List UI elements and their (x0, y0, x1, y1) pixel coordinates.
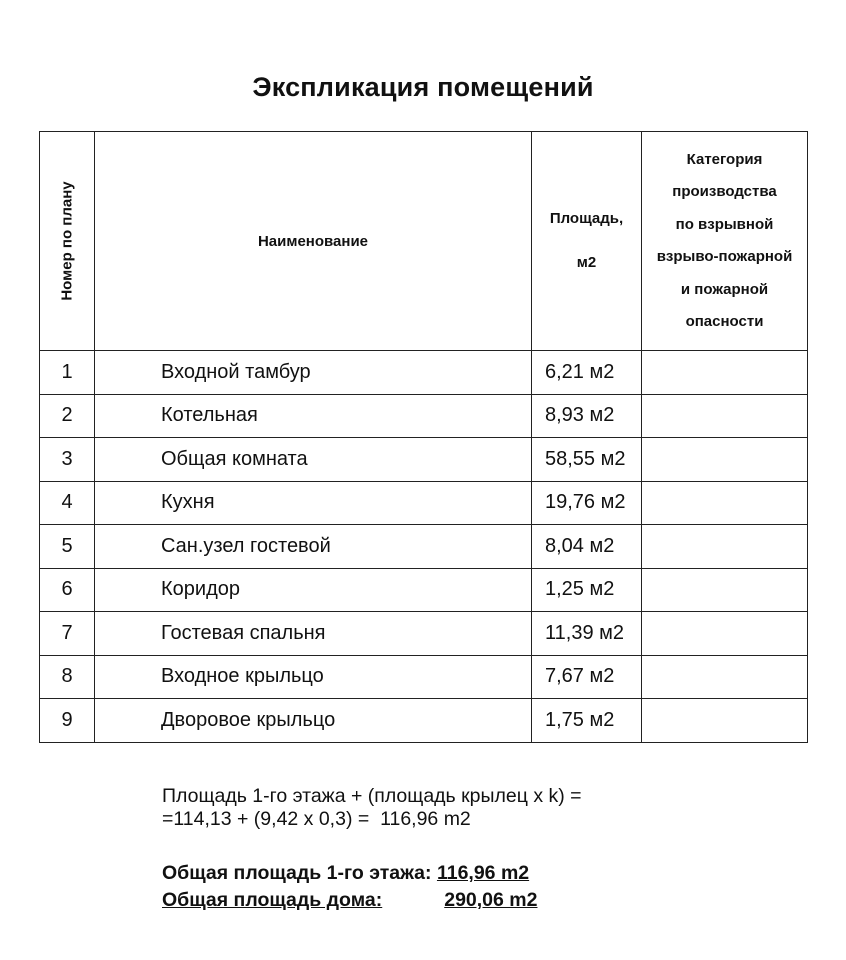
row-name: Котельная (95, 394, 532, 438)
header-name: Наименование (95, 132, 532, 351)
row-area: 6,21 м2 (532, 351, 642, 395)
row-area: 8,93 м2 (532, 394, 642, 438)
row-name: Гостевая спальня (95, 612, 532, 656)
table-row (40, 655, 808, 699)
row-number: 1 (40, 351, 95, 395)
row-area: 8,04 м2 (532, 525, 642, 569)
table-row (40, 481, 808, 525)
rooms-table (39, 131, 808, 743)
row-category (642, 438, 808, 482)
table-row (40, 568, 808, 612)
row-name: Кухня (95, 481, 532, 525)
row-name: Дворовое крыльцо (95, 699, 532, 743)
row-name: Общая комната (95, 438, 532, 482)
row-area: 1,25 м2 (532, 568, 642, 612)
header-category-line: и пожарной (680, 280, 769, 298)
formula-line2: =114,13 + (9,42 х 0,3) = 116,96 m2 (162, 808, 471, 830)
header-category (642, 132, 808, 351)
row-area: 58,55 м2 (532, 438, 642, 482)
table-row (40, 351, 808, 395)
row-area: 19,76 м2 (532, 481, 642, 525)
row-category (642, 568, 808, 612)
header-area (532, 132, 642, 351)
row-area: 7,67 м2 (532, 655, 642, 699)
header-category-line: Категория (686, 150, 763, 168)
area-totals (162, 860, 537, 914)
row-area: 1,75 м2 (532, 699, 642, 743)
row-category (642, 394, 808, 438)
row-number: 3 (40, 438, 95, 482)
table-row (40, 612, 808, 656)
formula-line1: Площадь 1-го этажа + (площадь крылец х k) = (162, 785, 582, 807)
row-number: 9 (40, 699, 95, 743)
row-number: 4 (40, 481, 95, 525)
row-category (642, 525, 808, 569)
row-number: 6 (40, 568, 95, 612)
row-name: Коридор (95, 568, 532, 612)
row-category (642, 351, 808, 395)
row-name: Сан.узел гостевой (95, 525, 532, 569)
row-name: Входной тамбур (95, 351, 532, 395)
header-category-line: опасности (685, 313, 764, 330)
header-area-line1: Площадь, (549, 210, 624, 227)
header-area-line2: м2 (576, 254, 597, 271)
row-number: 8 (40, 655, 95, 699)
house-total-value: 290,06 m2 (444, 889, 538, 911)
table-row (40, 525, 808, 569)
floor-total (162, 860, 537, 887)
row-area: 11,39 м2 (532, 612, 642, 656)
row-number: 7 (40, 612, 95, 656)
document-title: Экспликация помещений (252, 72, 594, 102)
table-row (40, 699, 808, 743)
row-number: 2 (40, 394, 95, 438)
floor-total-label: Общая площадь 1-го этажа: (162, 862, 432, 884)
row-number: 5 (40, 525, 95, 569)
house-total (162, 887, 537, 914)
header-category-line: по взрывной (675, 215, 774, 233)
row-category (642, 612, 808, 656)
row-name: Входное крыльцо (95, 655, 532, 699)
header-number (40, 132, 95, 351)
table-header-row (40, 132, 808, 351)
area-formula (162, 785, 582, 831)
header-category-line: производства (672, 183, 777, 200)
header-number-label: Номер по плану (58, 181, 76, 301)
house-total-label: Общая площадь дома: (162, 889, 383, 911)
table-row (40, 394, 808, 438)
table-row (40, 438, 808, 482)
row-category (642, 655, 808, 699)
header-category-line: взрыво-пожарной (656, 248, 793, 265)
row-category (642, 699, 808, 743)
floor-total-value: 116,96 m2 (436, 862, 530, 884)
row-category (642, 481, 808, 525)
